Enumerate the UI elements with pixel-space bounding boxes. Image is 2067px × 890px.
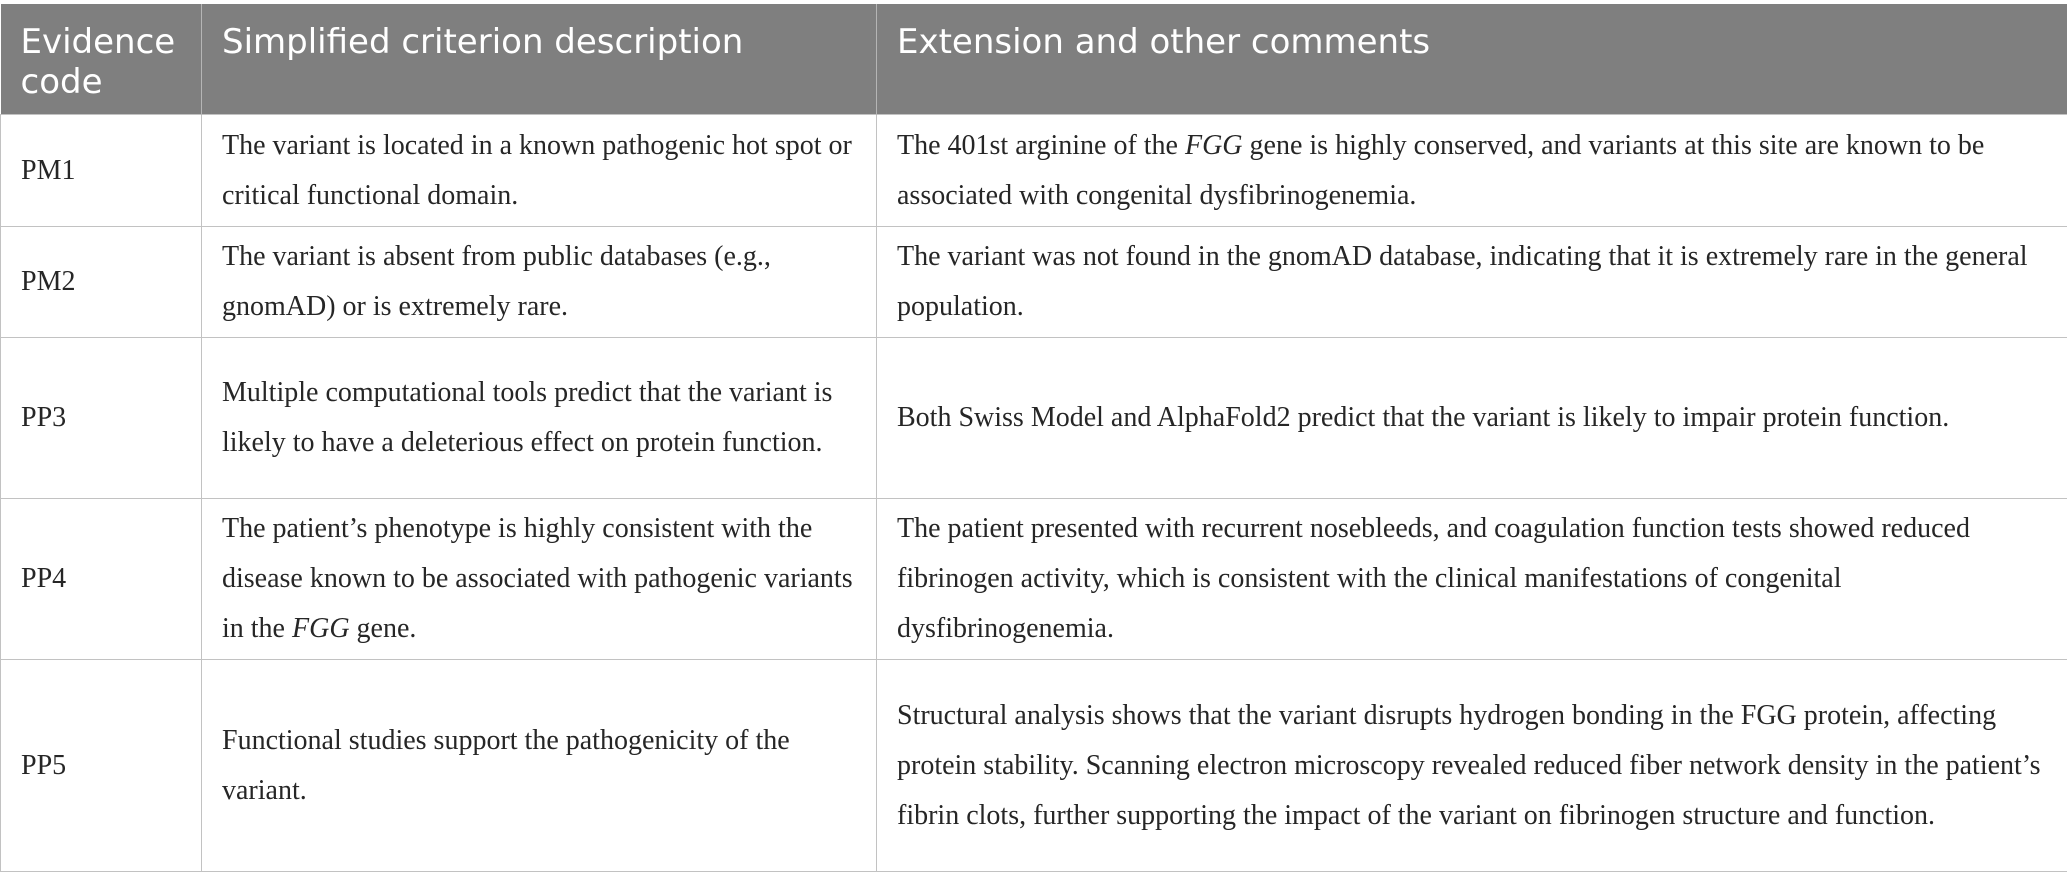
- comment-cell: Structural analysis shows that the variant disrupts hydrogen bonding in the FGG protein, affecting protein stability. Scanning electron microscopy revealed reduced fiber network density in the patient’s fibrin clots, further supporting the impact of the variant on fibrinogen structure and function.: [877, 660, 2067, 872]
- table-row: [1, 660, 2067, 872]
- evidence-table: [0, 4, 2067, 872]
- gene-name: FGG: [292, 613, 350, 644]
- table-row: [1, 499, 2067, 660]
- criterion-cell: Multiple computational tools predict that the variant is likely to have a deleterious effect on protein function.: [202, 338, 877, 499]
- criterion-cell: [202, 499, 877, 660]
- table-row: [1, 227, 2067, 338]
- evidence-code-cell: PM2: [1, 227, 202, 338]
- criterion-text: The patient’s phenotype is highly consistent with the disease known to be associated with pathogenic variants in the: [222, 513, 853, 644]
- header-row: [1, 4, 2067, 115]
- criterion-text: gene.: [349, 613, 417, 644]
- comment-cell: [877, 115, 2067, 227]
- comment-cell: Both Swiss Model and AlphaFold2 predict that the variant is likely to impair protein function.: [877, 338, 2067, 499]
- gene-name: FGG: [1184, 129, 1243, 161]
- header-extension-comments: Extension and other comments: [877, 4, 2067, 115]
- comment-cell: The variant was not found in the gnomAD database, indicating that it is extremely rare in the general population.: [877, 227, 2067, 338]
- header-evidence-code: Evidence code: [1, 4, 202, 115]
- evidence-code-cell: PP5: [1, 660, 202, 872]
- table-row: [1, 338, 2067, 499]
- table-row: [1, 115, 2067, 227]
- evidence-code-cell: PP4: [1, 499, 202, 660]
- criterion-cell: Functional studies support the pathogenicity of the variant.: [202, 660, 877, 872]
- comment-text: The 401st arginine of the: [897, 129, 1185, 161]
- comment-text: gene is highly conserved, and variants at this site are known to be associated with congenital dysfibrinogenemia.: [897, 129, 1985, 211]
- evidence-code-cell: PM1: [1, 115, 202, 227]
- header-criterion-description: Simplified criterion description: [202, 4, 877, 115]
- criterion-cell: The variant is located in a known pathogenic hot spot or critical functional domain.: [202, 115, 877, 227]
- table-header: [1, 4, 2067, 115]
- criterion-cell: The variant is absent from public databases (e.g., gnomAD) or is extremely rare.: [202, 227, 877, 338]
- evidence-code-cell: PP3: [1, 338, 202, 499]
- table-body: [1, 115, 2067, 872]
- comment-cell: The patient presented with recurrent nosebleeds, and coagulation function tests showed reduced fibrinogen activity, which is consistent with the clinical manifestations of congenital dysfibrinogenemia.: [877, 499, 2067, 660]
